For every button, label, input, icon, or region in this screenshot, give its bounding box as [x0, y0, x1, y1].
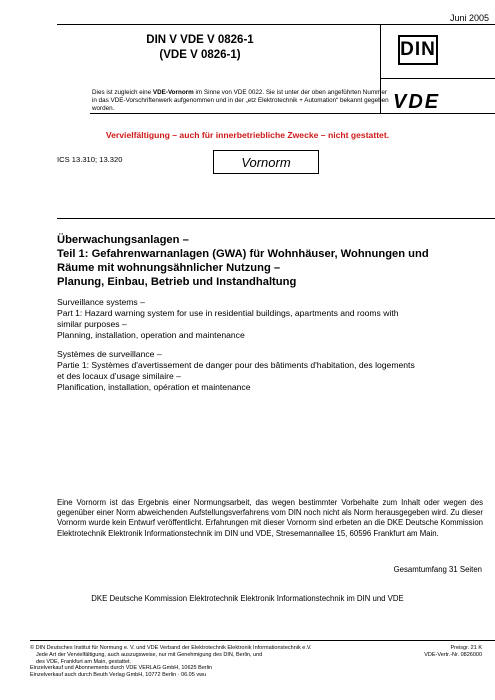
title-en-line: Surveillance systems – [57, 297, 145, 307]
total-pages: Gesamtumfang 31 Seiten [393, 565, 482, 574]
title-top-rule [57, 218, 495, 219]
publication-date: Juni 2005 [449, 13, 489, 23]
title-en-line: Part 1: Hazard warning system for use in residential buildings, apartments and rooms with [57, 308, 399, 318]
din-logo [398, 35, 438, 65]
header-logo-rule [380, 78, 495, 79]
ics-code: ICS 13.310; 13.320 [57, 155, 123, 164]
title-french [57, 349, 487, 393]
title-de-line: Räume mit wohnungsähnlicher Nutzung – [57, 262, 281, 274]
title-fr-line: Systèmes de surveillance – [57, 349, 162, 359]
status-badge [213, 150, 319, 174]
footer-line: des VDE, Frankfurt am Main, gestattet. [36, 658, 132, 665]
price-group: Preisgr. 21 K [450, 645, 482, 651]
header-top-rule [57, 24, 495, 25]
title-fr-line: Planification, installation, opération et maintenance [57, 382, 251, 392]
document-number-vde: (VDE V 0826-1) [159, 49, 241, 61]
title-de-line: Teil 1: Gefahrenwarnanlagen (GWA) für Wohnhäuser, Wohnungen und [57, 248, 429, 260]
footer-line: © DIN Deutsches Institut für Normung e. V. und VDE Verband der Elektrotechnik Elektronik Informationstechnik e.V. [30, 645, 312, 651]
price-info [382, 645, 482, 659]
footer-line: Einzelverkauf und Abonnements durch VDE VERLAG GmbH, 10625 Berlin [30, 665, 213, 672]
order-number: VDE-Vertr.-Nr. 0826000 [424, 651, 482, 658]
title-de-line: Überwachungsanlagen – [57, 234, 189, 246]
footer-rule [30, 640, 495, 641]
title-de-line: Planung, Einbau, Betrieb und Instandhaltung [57, 276, 297, 288]
notice-text-start: Dies ist zugleich eine [92, 89, 153, 96]
footer-line: Einzelverkauf auch durch Beuth Verlag GmbH, 10772 Berlin · 06.05 vwu [30, 672, 207, 679]
title-fr-line: Partie 1: Systèmes d'avertissement de danger pour des bâtiments d'habitation, des logements [57, 360, 415, 370]
reproduction-warning: Vervielfältigung – auch für innerbetriebliche Zwecke – nicht gestattet. [105, 130, 390, 140]
vde-notice [92, 89, 392, 113]
status-label: Vornorm [241, 154, 291, 170]
notice-emphasis: VDE-Vornorm [152, 89, 194, 96]
copyright-notice [30, 645, 390, 679]
title-en-line: Planning, installation, operation and maintenance [57, 330, 245, 340]
notice-text-end: im Sinne von VDE 0022. Sie ist unter der oben angeführten Nummer in das VDE-Vorschriftenwerk aufgenommen und in der „etz Elektrotechnik + Automation“ bekannt gegeben worden. [92, 89, 389, 112]
document-number: DIN V VDE V 0826-1 [146, 34, 254, 46]
title-fr-line: et des locaux d'usage similaire – [57, 371, 181, 381]
title-english [57, 297, 477, 341]
title-german [57, 233, 477, 289]
vde-logo: VDE [393, 91, 441, 113]
committee-name: DKE Deutsche Kommission Elektrotechnik Elektronik Informationstechnik im DIN und VDE [91, 594, 404, 603]
footer-line: Jede Art der Vervielfältigung, auch auszugsweise, nur mit Genehmigung des DIN, Berlin, und [36, 651, 263, 658]
din-logo-text: DIN [400, 39, 436, 60]
vornorm-description: Eine Vornorm ist das Ergebnis einer Normungsarbeit, das wegen bestimmter Vorbehalte zum Inhalt oder wegen des gegenüber einer Norm abweichenden Aufstellungsverfahrens vom DIN noch nicht als Norm herausgegeben wird. Zu dieser Vornorm wurde kein Entwurf veröffentlicht. Erfahrungen mit dieser Vornorm sind erbeten an die DKE Deutsche Kommission Elektrotechnik Elektronik Informationstechnik im DIN und VDE, Stresemannallee 15, 60596 Frankfurt am Main. [57, 498, 483, 538]
title-en-line: similar purposes – [57, 319, 127, 329]
